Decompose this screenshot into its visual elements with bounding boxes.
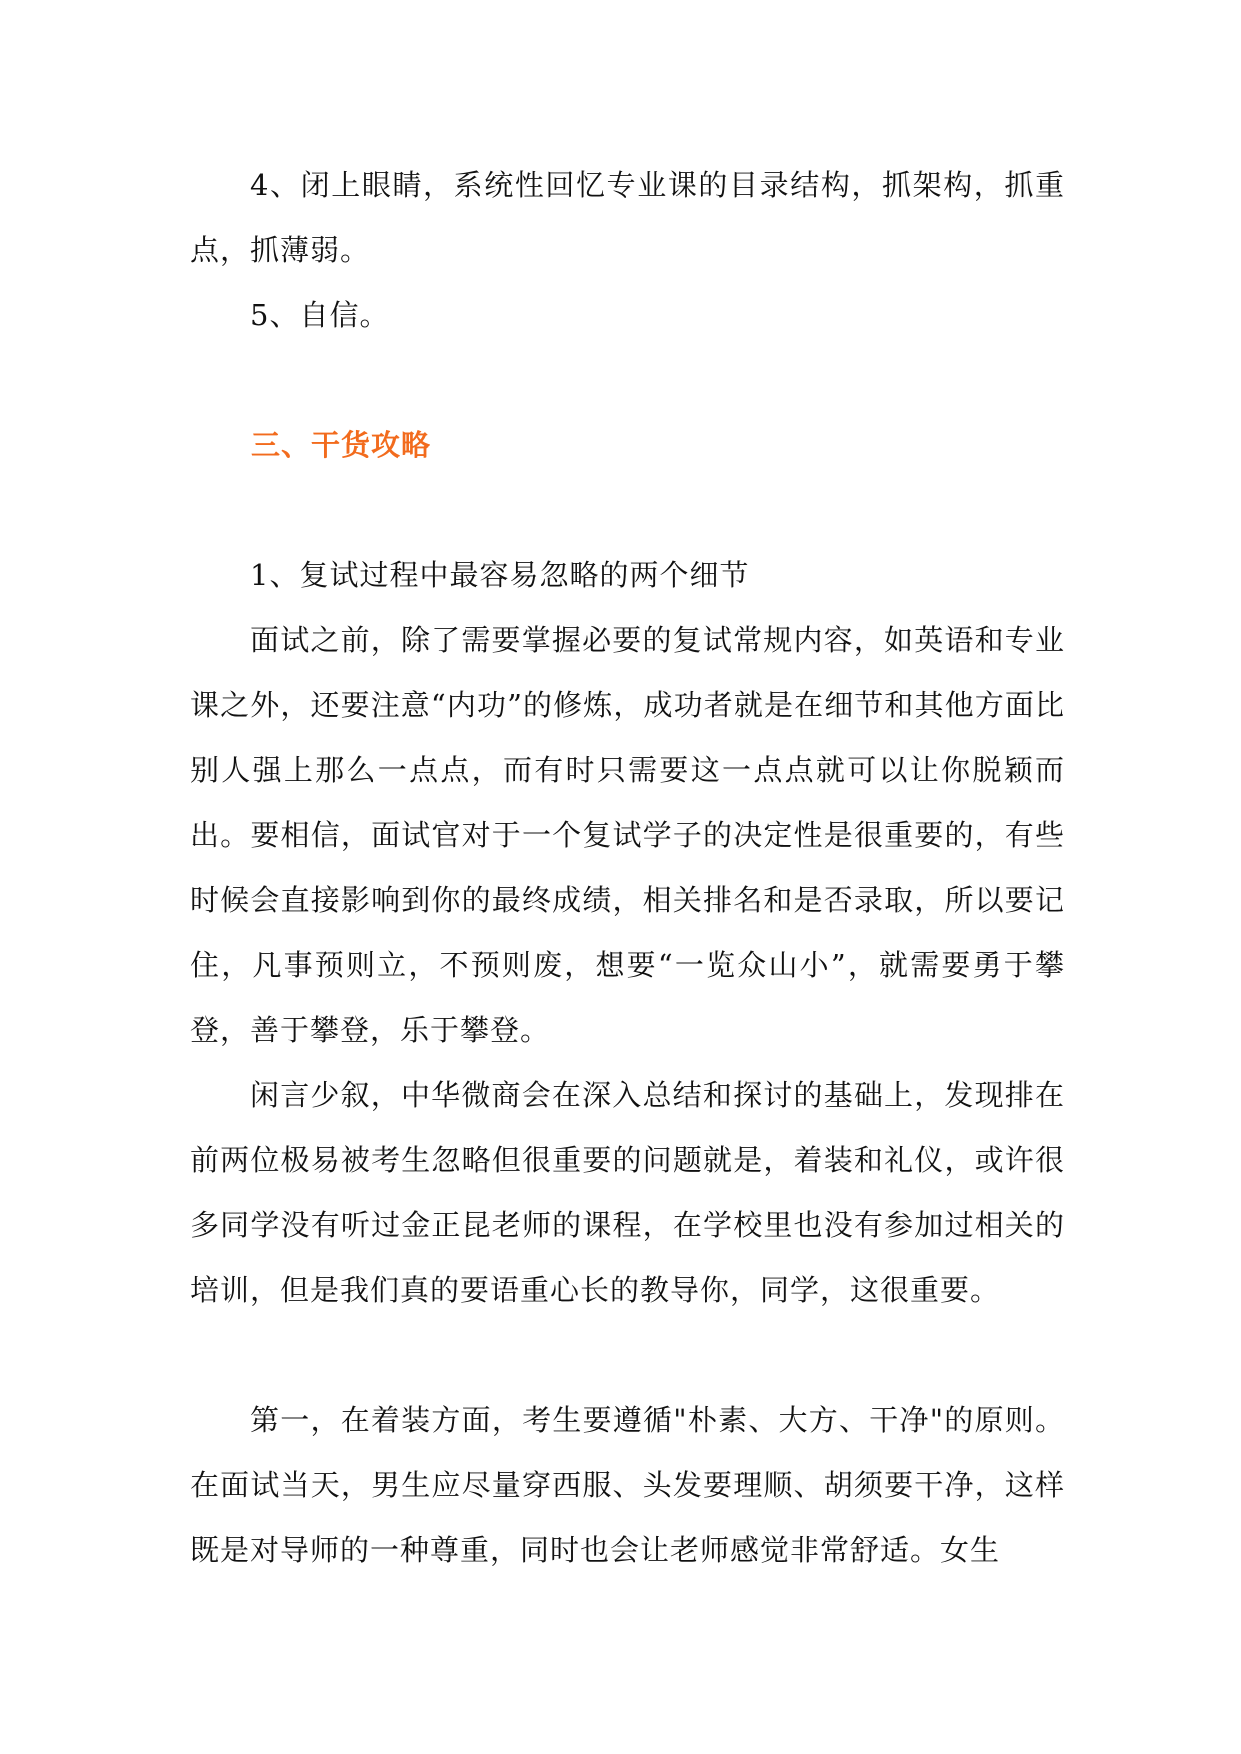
paragraph-attire-etiquette: 闲言少叙，中华微商会在深入总结和探讨的基础上，发现排在前两位极易被考生忽略但很重要的问题就是，着装和礼仪，或许很多同学没有听过金正昆老师的课程，在学校里也没有参加过相关的培训，但是我们真的要语重心长的教导你，同学，这很重要。: [190, 1078, 1065, 1307]
list-item-5: 5、自信。: [250, 298, 390, 332]
paragraph-attire-first: 第一，在着装方面，考生要遵循"朴素、大方、干净"的原则。在面试当天，男生应尽量穿西服、头发要理顺、胡须要干净，这样既是对导师的一种尊重，同时也会让老师感觉非常舒适。女生: [190, 1403, 1065, 1567]
subheading-1: 1、复试过程中最容易忽略的两个细节: [250, 558, 750, 592]
list-item-4: 4、闭上眼睛，系统性回忆专业课的目录结构，抓架构，抓重点，抓薄弱。: [190, 168, 1065, 267]
paragraph-interview-prep: 面试之前，除了需要掌握必要的复试常规内容，如英语和专业课之外，还要注意“内功”的修炼，成功者就是在细节和其他方面比别人强上那么一点点，而有时只需要这一点点就可以让你脱颖而出。要相信，面试官对于一个复试学子的决定性是很重要的，有些时候会直接影响到你的最终成绩，相关排名和是否录取，所以要记住，凡事预则立，不预则废，想要“一览众山小”，就需要勇于攀登，善于攀登，乐于攀登。: [190, 623, 1065, 1047]
section-heading: 三、干货攻略: [251, 428, 432, 462]
